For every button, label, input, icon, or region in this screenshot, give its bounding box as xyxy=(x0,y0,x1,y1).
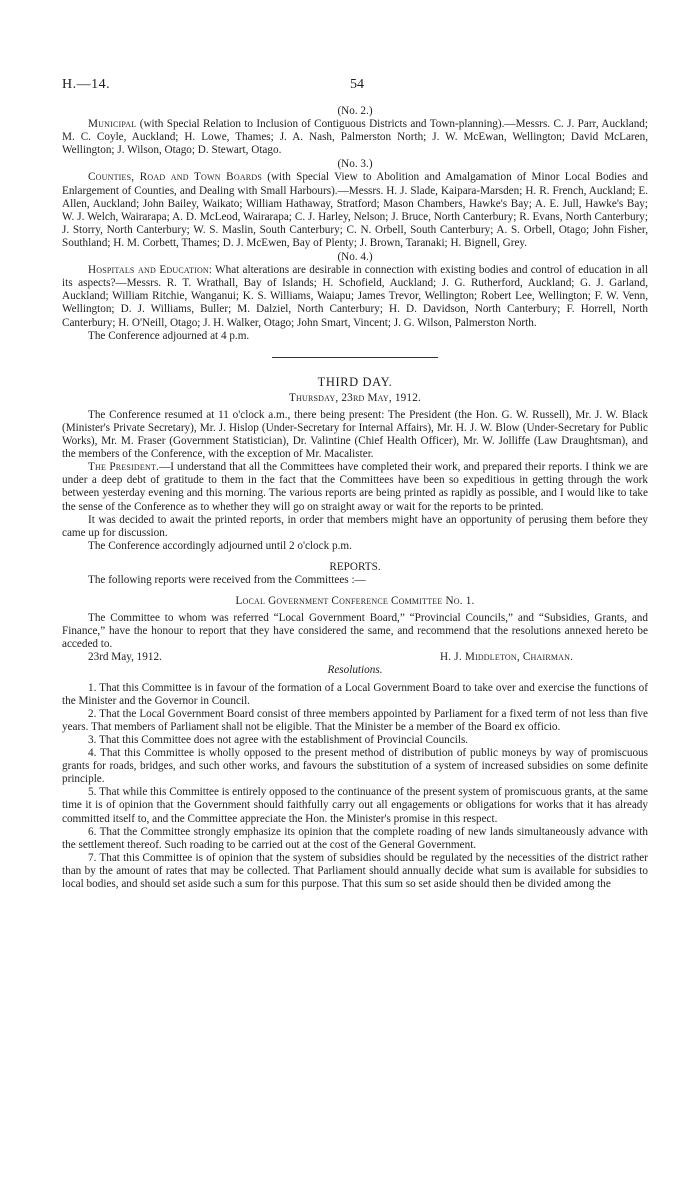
section-no2-title: (No. 2.) xyxy=(337,105,373,117)
president-text: —I understand that all the Committees have completed their work, and prepared their reports. I think we are under a deep debt of gratitude to them in the fact that the Committees have been so expeditious in getting through the work between yesterday evening and this morning. The various reports are being printed as rapidly as possible, and I would like to take the sense of the Conference as to whether they will go on straight away or wait for the reports to be printed. xyxy=(62,461,648,513)
report-date: 23rd May, 1912. xyxy=(88,651,162,664)
report-signature-line xyxy=(62,651,648,664)
page-header xyxy=(62,78,648,94)
section-no2-lead: Municipal xyxy=(88,118,137,131)
section-no3-lead: Counties, Road and Town Boards xyxy=(88,171,262,184)
section-no2-paragraph xyxy=(62,118,648,157)
adjourned-until-note: The Conference accordingly adjourned until 2 o'clock p.m. xyxy=(88,539,352,552)
reports-title: REPORTS. xyxy=(329,560,381,573)
president-statement xyxy=(62,461,648,513)
section-no4-title: (No. 4.) xyxy=(337,251,373,264)
section-no4-text: : What alterations are desirable in connection with existing bodies and control of education in all its aspects?—Messrs. R. T. Wrathall, Bay of Islands; H. Schofield, Auckland; J. G. Rutherford, Auckland; G. J. Garland, Auckland; William Ritchie, Wanganui; K. S. Williams, Waiapu; James Trevor, Wellington; Robert Lee, Wellington; F. W. Venn, Wellington; D. J. Williams, Buller; M. Dalziel, North Canterbury; H. D. Davidson, North Canterbury; F. Horrell, North Canterbury; H. O'Neill, Otago; J. H. Walker, Otago; John Smart, Vincent; J. G. Wilson, Palmerston North. xyxy=(62,264,649,329)
resolutions-list xyxy=(62,682,648,892)
adjourned-note: The Conference adjourned at 4 p.m. xyxy=(88,329,250,342)
section-no2-text: (with Special Relation to Inclusion of Contiguous Districts and Town-planning).—Messrs. C. J. Parr, Auckland; M. C. Coyle, Auckland; H. Lowe, Thames; J. A. Nash, Palmerston North; J. W. McEwan, Wellington; David McLaren, Wellington; J. Wilson, Otago; D. Stewart, Otago. xyxy=(62,118,648,157)
committee-title: Local Government Conference Committee No. 1. xyxy=(235,595,475,608)
section-no3-text: (with Special View to Abolition and Amalgamation of Minor Local Bodies and Enlargement of Counties, and Dealing with Small Harbours).—Messrs. H. J. Slade, Kaipara-Marsden; H. R. French, Auckland; E. Allen, Auckland; John Bailey, Waikato; William Hathaway, Stratford; Mason Chambers, Hawke's Bay; A. E. Jull, Hawke's Bay; W. J. Welch, Wairarapa; A. D. McLeod, Wairarapa; C. J. Harley, Nelson; J. Bruce, North Canterbury; R. Evans, North Canterbury; J. Storry, North Canterbury; W. S. Maslin, South Canterbury; C. N. Orbell, South Canterbury; A. S. Orbell, Otago; John Fisher, Southland; H. M. Corbett, Thames; D. J. McEwen, Bay of Plenty; J. Brown, Taranaki; H. Bignell, Grey. xyxy=(62,171,648,249)
third-day-attendance: The Conference resumed at 11 o'clock a.m., there being present: The President (the Hon. G. W. Russell), Mr. J. W. Black (Minister's Private Secretary), Mr. J. Hislop (Under-Secretary for Internal Affairs), Mr. H. J. W. Blow (Under-Secretary for Public Works), Mr. M. Fraser (Government Statistician), Dr. Valintine (Chief Health Officer), Mr. W. Jolliffe (Law Draughtsman), and the members of the Conference, with the exception of Mr. Macalister. xyxy=(62,408,648,461)
resolution-item: 1. That this Committee is in favour of the formation of a Local Government Board to take over and exercise the functions of the Minister and the Governor in Council. xyxy=(62,681,648,707)
section-no4-paragraph xyxy=(62,264,648,329)
resolution-item: 3. That this Committee does not agree with the establishment of Provincial Councils. xyxy=(88,733,469,746)
report-chairman: H. J. Middleton, Chairman. xyxy=(440,651,574,664)
resolution-item: 6. That the Committee strongly emphasize its opinion that the complete roading of new lands simultaneously advance with the settlement thereof. Such roading to be carried out at the cost of the General Government. xyxy=(62,825,648,851)
reports-intro: The following reports were received from the Committees :— xyxy=(88,574,366,586)
committee-report-body: The Committee to whom was referred “Local Government Board,” “Provincial Councils,” and “Subsidies, Grants, and Finance,” have the honour to report that they have considered the same, and recommend that the resolutions annexed hereto be acceded to. xyxy=(62,612,648,651)
report-reference: H.—14. xyxy=(62,77,111,92)
president-lead: The President. xyxy=(88,461,160,474)
third-day-title: THIRD DAY. xyxy=(317,374,393,389)
resolution-item: 7. That this Committee is of opinion that the system of subsidies should be regulated by the necessities of the district rather than by the amount of rates that may be collected. That Parliament should annually decide what sum is available for subsidies to local bodies, and should set aside such a sum for this purpose. That this sum so set aside should then be divided among the xyxy=(62,851,648,890)
page-number: 54 xyxy=(350,77,364,92)
third-day-date: Thursday, 23rd May, 1912. xyxy=(289,391,421,404)
await-reports-note: It was decided to await the printed reports, in order that members might have an opportunity of perusing them before they came up for discussion. xyxy=(62,513,648,539)
resolutions-title: Resolutions. xyxy=(327,664,383,677)
section-no3-title: (No. 3.) xyxy=(337,158,373,171)
resolution-item: 5. That while this Committee is entirely opposed to the continuance of the present system of promiscuous grants, at the same time it is of opinion that the Government should faithfully carry out all engagements or obligations for works that it has already committed itself to, and the Committee appreciate the Hon. the Minister's promise in this respect. xyxy=(62,786,648,825)
resolution-item: 2. That the Local Government Board consist of three members appointed by Parliament for a fixed term of not less than five years. That members of Parliament shall not be eligible. That the Minister be a member of the Board ex officio. xyxy=(62,707,648,733)
section-divider xyxy=(272,357,438,358)
section-no3-paragraph xyxy=(62,171,648,250)
page-content xyxy=(62,104,648,891)
resolution-item: 4. That this Committee is wholly opposed to the present method of distribution of public moneys by way of promiscuous grants for roads, bridges, and such other works, and favours the substitution of a system of increased subsidies on some definite principle. xyxy=(62,747,648,786)
section-no4-lead: Hospitals and Education xyxy=(88,264,209,277)
